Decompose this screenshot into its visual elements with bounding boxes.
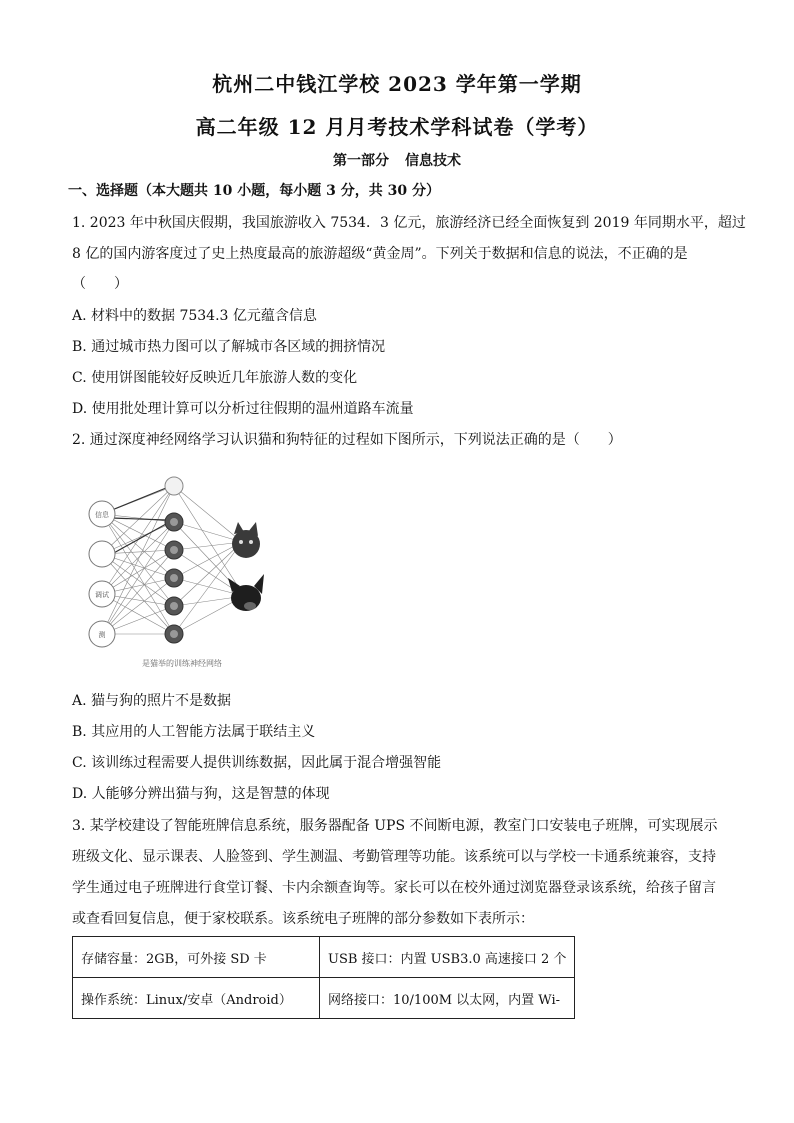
cat-image (232, 522, 260, 558)
table-row (73, 937, 575, 978)
input-label-4: 测 (98, 631, 106, 639)
neural-network-figure (82, 474, 292, 672)
q2-option-c: C. 该训练过程需要人提供训练数据，因此属于混合增强智能 (72, 755, 442, 771)
section-heading: 一、选择题（本大题共 10 小题，每小题 3 分，共 30 分） (68, 183, 440, 199)
figure-caption: 是猫举的训练神经网络 (142, 659, 222, 668)
q3-stem-line3: 学生通过电子班牌进行食堂订餐、卡内余额查询等。家长可以在校外通过浏览器登录该系统，给孩子留言 (72, 880, 716, 896)
table-cell: 存储容量：2GB，可外接 SD 卡 (73, 937, 320, 978)
q3-stem-line1: 3. 某学校建设了智能班牌信息系统，服务器配备 UPS 不间断电源，教室门口安装电子班牌，可实现展示 (72, 818, 718, 834)
input-label-3: 调试 (95, 591, 109, 599)
q2-option-a: A. 猫与狗的照片不是数据 (72, 693, 232, 709)
input-layer (89, 501, 115, 647)
exam-title-line2: 高二年级 12 月月考技术学科试卷（学考） (195, 115, 599, 139)
table-cell: 操作系统：Linux/安卓（Android） (73, 978, 320, 1019)
q2-option-b: B. 其应用的人工智能方法属于联结主义 (72, 724, 316, 740)
q1-option-d: D. 使用批处理计算可以分析过往假期的温州道路车流量 (72, 401, 414, 417)
table-cell: 网络接口：10/100M 以太网，内置 Wi- (320, 978, 575, 1019)
part-name: 信息技术 (405, 153, 461, 169)
q3-stem-line4: 或查看回复信息，便于家校联系。该系统电子班牌的部分参数如下表所示： (72, 911, 534, 927)
q1-option-c: C. 使用饼图能较好反映近几年旅游人数的变化 (72, 370, 358, 386)
q1-stem-line3: （ ） (72, 276, 128, 292)
q1-option-a: A. 材料中的数据 7534.3 亿元蕴含信息 (72, 308, 317, 324)
q1-option-b: B. 通过城市热力图可以了解城市各区域的拥挤情况 (72, 339, 386, 355)
q1-stem-line2: 8 亿的国内游客度过了史上热度最高的旅游超级“黄金周”。下列关于数据和信息的说法，不正确的是 (72, 246, 688, 262)
q2-option-d: D. 人能够分辨出猫与狗，这是智慧的体现 (72, 786, 330, 802)
table-row (73, 978, 575, 1019)
table-cell: USB 接口：内置 USB3.0 高速接口 2 个 (320, 937, 575, 978)
q2-stem: 2. 通过深度神经网络学习认识猫和狗特征的过程如下图所示，下列说法正确的是（ ） (72, 432, 622, 448)
input-label-1: 信息 (95, 511, 109, 519)
hidden-layer (165, 477, 183, 643)
part-heading (0, 150, 794, 170)
q1-stem-line1: 1. 2023 年中秋国庆假期，我国旅游收入 7534．3 亿元，旅游经济已经全面恢复到 2019 年同期水平，超过 (72, 215, 746, 231)
spec-table (72, 936, 575, 1019)
q3-stem-line2: 班级文化、显示课表、人脸签到、学生测温、考勤管理等功能。该系统可以与学校一卡通系统兼容，支持 (72, 849, 716, 865)
exam-title-line1: 杭州二中钱江学校 2023 学年第一学期 (212, 72, 582, 96)
part-number: 第一部分 (333, 153, 389, 169)
